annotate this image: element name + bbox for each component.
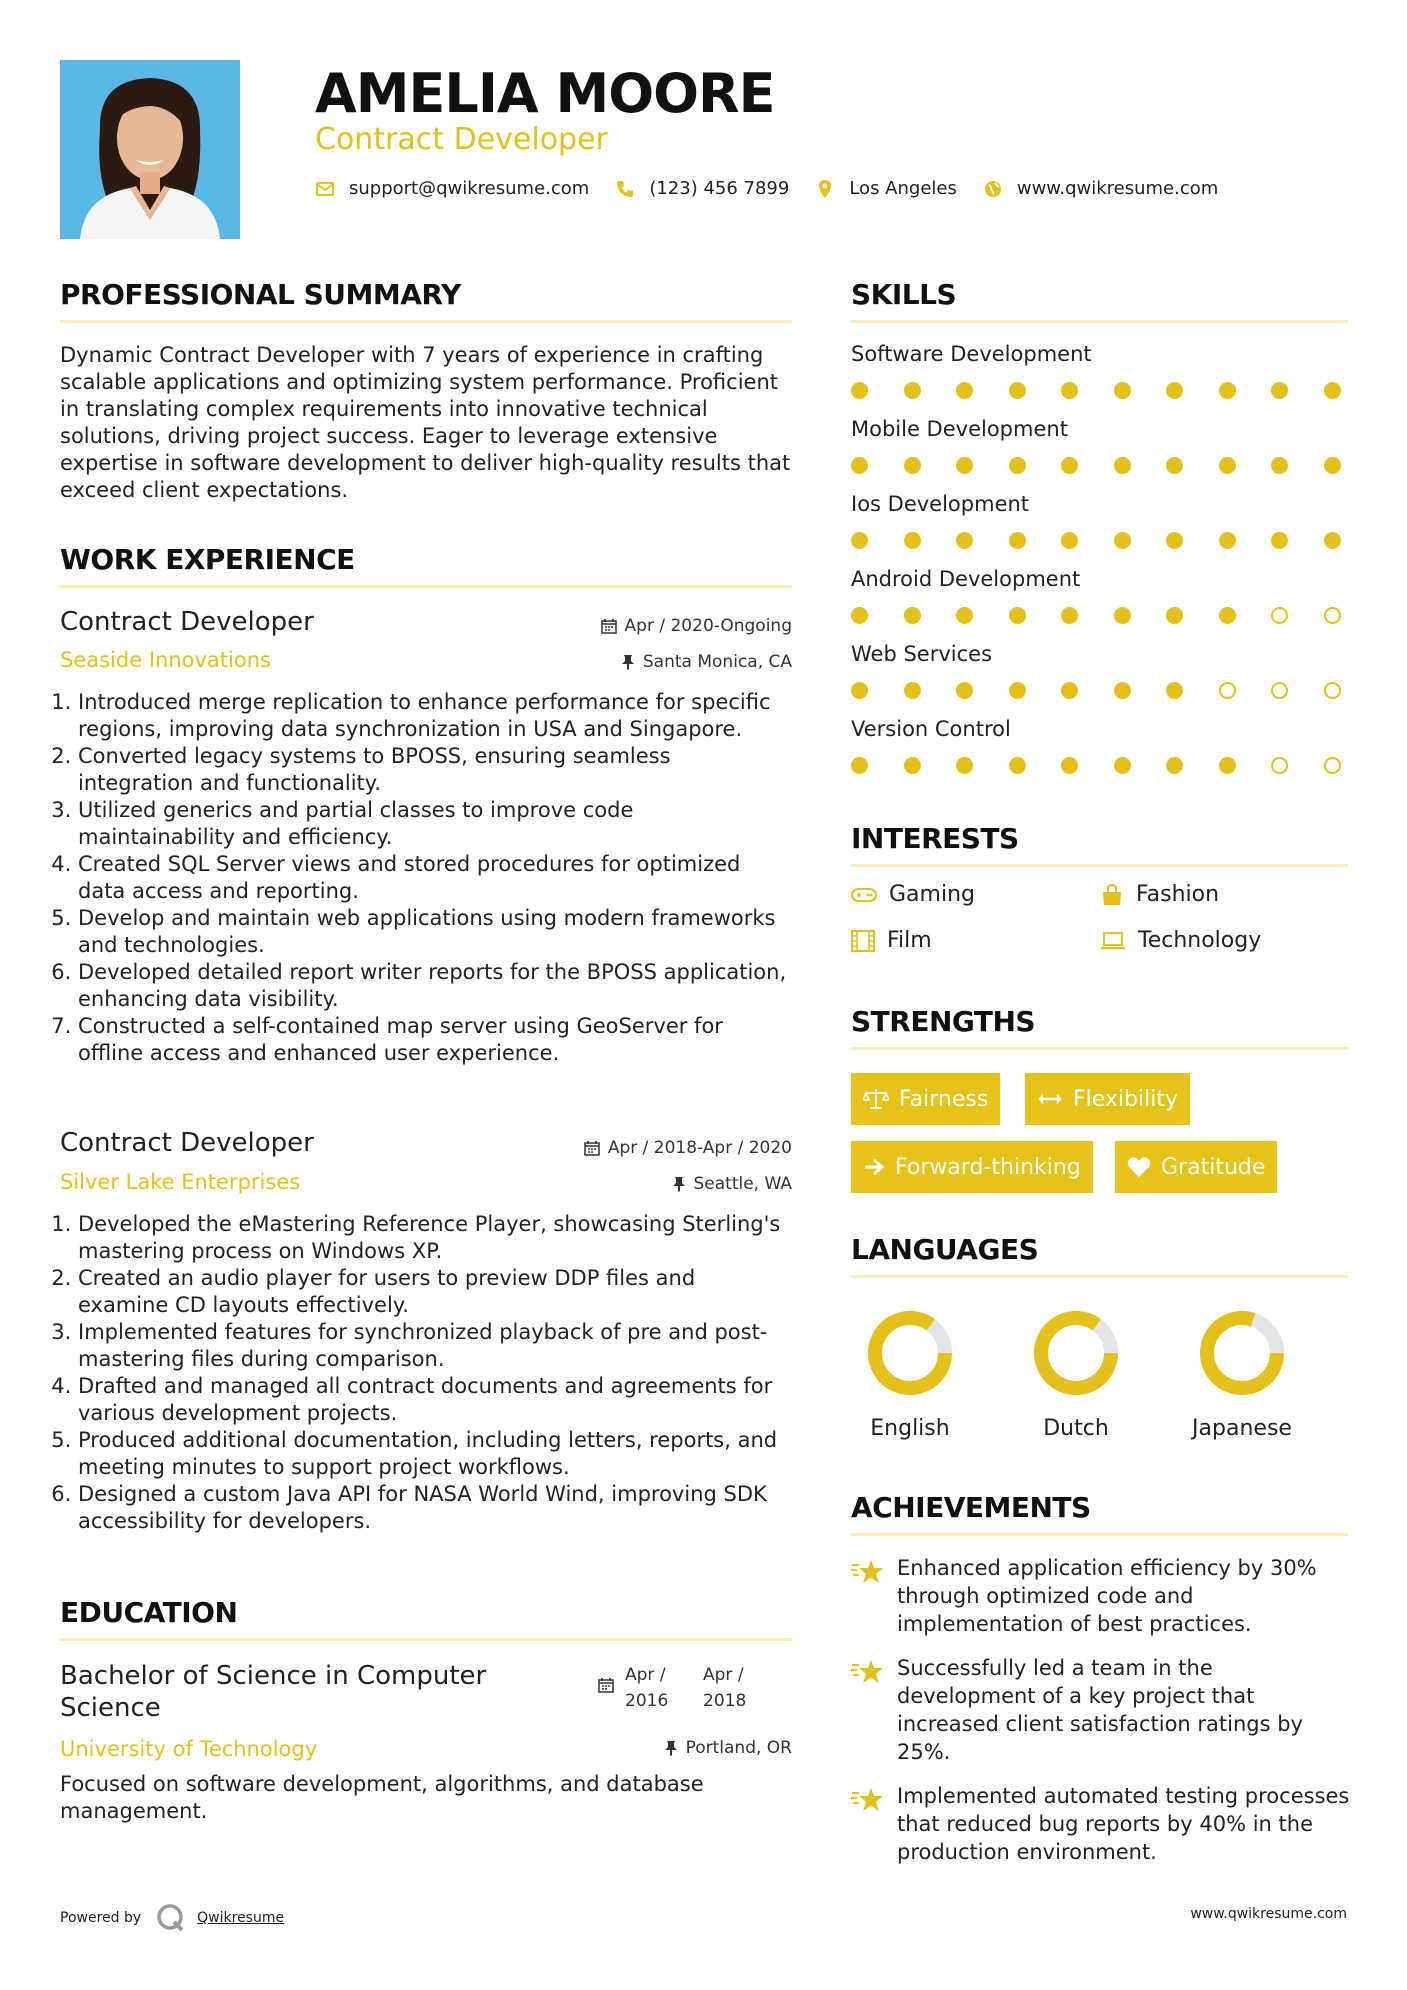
rating-dot-filled [956,457,973,474]
rating-dot-filled [1009,757,1026,774]
rating-dot-filled [1061,607,1078,624]
languages-heading: LANGUAGES [851,1233,1039,1266]
rating-dot-filled [904,757,921,774]
rating-dot-filled [1166,532,1183,549]
rating-dot-filled [956,382,973,399]
skill-name: Software Development [851,342,1092,366]
degree-title: Bachelor of Science in Computer Science [60,1661,487,1723]
calendar-icon [584,1140,600,1156]
website-text: www.qwikresume.com [1016,178,1219,199]
arrows-horizontal-icon [1037,1092,1063,1106]
skill-name: Web Services [851,642,993,666]
rating-dot-filled [1166,607,1183,624]
rating-dot-filled [1114,457,1131,474]
achievement-text: Successfully led a team in the development of a key project that increased client satisfaction ratings by 25%. [897,1656,1303,1764]
summary-divider [60,320,792,323]
rating-dot-filled [1166,682,1183,699]
edu-location [500,1738,792,1758]
rating-dot-filled [1061,457,1078,474]
star-icon [851,1786,885,1814]
rating-dot-empty [1271,607,1288,624]
job-title-1: Contract Developer [60,607,314,637]
skill-name: Mobile Development [851,417,1068,441]
education-divider [60,1638,792,1641]
rating-dot-empty [1271,757,1288,774]
interest-fashion [1100,882,1219,907]
rating-dot-filled [1324,532,1341,549]
list-item: 3. Implemented features for synchronized playback of pre and post-mastering files during comparison. [78,1319,790,1373]
balance-scale-icon [863,1088,889,1110]
list-item: 1. Introduced merge replication to enhance performance for specific regions, improving data synchronization in USA and Singapore. [78,689,790,743]
experience-divider [60,585,792,588]
language-label-dutch: Dutch [1043,1416,1109,1441]
rating-dot-empty [1324,757,1341,774]
rating-dot-filled [1271,532,1288,549]
rating-dot-filled [1219,382,1236,399]
achievement-2 [851,1654,1351,1766]
interest-technology [1100,928,1261,953]
rating-dot-filled [956,682,973,699]
rating-dot-filled [1219,607,1236,624]
strength-tag-gratitude [1115,1141,1277,1193]
skills-heading: SKILLS [851,278,957,311]
rating-dot-filled [1009,382,1026,399]
strength-label: Fairness [899,1086,989,1112]
rating-dot-filled [851,532,868,549]
rating-dot-filled [1219,757,1236,774]
rating-dot-filled [904,382,921,399]
skill-rating [851,757,1341,774]
rating-dot-empty [1219,682,1236,699]
achievements-divider [851,1533,1348,1536]
school-name: University of Technology [60,1737,318,1761]
calendar-icon [598,1677,614,1697]
edu-start-year: 2016 [625,1691,669,1711]
email-text: support@qwikresume.com [349,178,590,199]
rating-dot-filled [1009,682,1026,699]
powered-by-text: Powered by [60,1910,142,1926]
rating-dot-empty [1324,682,1341,699]
job-location-text-1: Santa Monica, CA [642,652,792,672]
rating-dot-filled [851,757,868,774]
rating-dot-filled [851,457,868,474]
contact-bar [315,178,1244,199]
list-item: 4. Created SQL Server views and stored procedures for optimized data access and reporting. [78,851,790,905]
language-rings [851,1298,1348,1418]
job-date-2 [500,1138,792,1158]
rating-dot-filled [956,757,973,774]
strength-label: Flexibility [1073,1086,1178,1112]
brand-link[interactable]: Qwikresume [197,1910,285,1926]
rating-dot-filled [904,532,921,549]
rating-dot-filled [1061,532,1078,549]
rating-dot-filled [1271,457,1288,474]
interest-film [851,928,932,953]
skill-rating [851,532,1341,549]
list-item: 6. Developed detailed report writer reports for the BPOSS application, enhancing data visibility. [78,959,790,1013]
skill-rating [851,457,1341,474]
pushpin-icon [621,654,635,670]
qwikresume-logo-icon [155,1902,187,1934]
achievement-text: Implemented automated testing processes that reduced bug reports by 40% in the production environment. [897,1784,1350,1864]
job-bullets-2 [60,1211,790,1535]
list-item: 2. Converted legacy systems to BPOSS, ensuring seamless integration and functionality. [78,743,790,797]
list-item: 6. Designed a custom Java API for NASA World Wind, improving SDK accessibility for developers. [78,1481,790,1535]
rating-dot-empty [1271,682,1288,699]
achievements-heading: ACHIEVEMENTS [851,1491,1091,1524]
job-date-text-2: Apr / 2018-Apr / 2020 [607,1138,792,1158]
candidate-name: AMELIA MOORE [315,62,775,125]
skill-rating [851,682,1341,699]
list-item: 1. Developed the eMastering Reference Player, showcasing Sterling's mastering process on Windows XP. [78,1211,790,1265]
globe-icon [983,179,1003,199]
skill-name: Ios Development [851,492,1030,516]
skill-name: Version Control [851,717,1011,741]
rating-dot-filled [851,682,868,699]
strength-label: Forward-thinking [895,1154,1081,1180]
rating-dot-filled [904,607,921,624]
rating-dot-filled [1324,382,1341,399]
interests-heading: INTERESTS [851,822,1019,855]
interest-label: Fashion [1136,882,1220,907]
footer-powered-by [60,1902,284,1934]
profile-photo [60,60,240,239]
rating-dot-filled [1114,682,1131,699]
edu-start-date [625,1662,668,1714]
edu-end-year: 2018 [703,1691,747,1711]
experience-heading: WORK EXPERIENCE [60,543,355,576]
interest-gaming [851,882,975,907]
rating-dot-filled [1061,682,1078,699]
job-location-1 [500,652,792,672]
language-label-english: English [870,1416,950,1441]
strength-tag-fairness [851,1073,1000,1125]
edu-location-text: Portland, OR [685,1738,792,1758]
list-item: 7. Constructed a self-contained map server using GeoServer for offline access and enhanced user experience. [78,1013,790,1067]
contact-phone[interactable] [615,178,789,199]
interest-label: Film [887,928,932,953]
pushpin-icon [664,1740,678,1756]
skill-rating [851,382,1341,399]
contact-website[interactable] [983,178,1218,199]
rating-dot-filled [1009,457,1026,474]
rating-dot-filled [904,682,921,699]
skills-divider [851,320,1348,323]
languages-divider [851,1275,1348,1278]
strengths-heading: STRENGTHS [851,1005,1036,1038]
rating-dot-filled [1219,457,1236,474]
rating-dot-filled [1061,757,1078,774]
job-bullets-1 [60,689,790,1067]
summary-heading: PROFESSIONAL SUMMARY [60,278,461,311]
rating-dot-filled [1166,382,1183,399]
rating-dot-filled [956,532,973,549]
gamepad-icon [851,886,877,904]
education-heading: EDUCATION [60,1596,238,1629]
laptop-icon [1100,931,1126,951]
rating-dot-filled [1114,757,1131,774]
list-item: 4. Drafted and managed all contract documents and agreements for various development projects. [78,1373,790,1427]
rating-dot-filled [1061,382,1078,399]
edu-description: Focused on software development, algorithms, and database management. [60,1772,704,1823]
achievement-3 [851,1782,1351,1866]
job-date-text-1: Apr / 2020-Ongoing [624,616,792,636]
calendar-icon [601,618,617,634]
skill-name: Android Development [851,567,1081,591]
skill-rating [851,607,1341,624]
contact-location [815,178,957,199]
job-location-2 [500,1174,792,1194]
footer-website[interactable]: www.qwikresume.com [1190,1906,1347,1922]
job-location-text-2: Seattle, WA [693,1174,792,1194]
strength-tag-flexibility [1025,1073,1190,1125]
edu-end-month: Apr / [703,1665,744,1685]
film-icon [851,930,875,952]
rating-dot-filled [904,457,921,474]
interest-label: Gaming [889,882,975,907]
edu-end-date [703,1662,746,1714]
interest-label: Technology [1138,928,1262,953]
map-pin-icon [815,179,835,199]
pushpin-icon [672,1176,686,1192]
interests-divider [851,864,1348,867]
edu-start-month: Apr / [625,1665,666,1685]
rating-dot-filled [956,607,973,624]
list-item: 5. Produced additional documentation, including letters, reports, and meeting minutes to support project workflows. [78,1427,790,1481]
rating-dot-filled [1114,382,1131,399]
candidate-title: Contract Developer [315,122,608,157]
list-item: 5. Develop and maintain web applications using modern frameworks and technologies. [78,905,790,959]
rating-dot-filled [1009,532,1026,549]
envelope-icon [315,179,335,199]
language-label-japanese: Japanese [1192,1416,1292,1441]
heart-icon [1127,1156,1151,1178]
achievement-1 [851,1554,1351,1638]
star-icon [851,1658,885,1686]
rating-dot-filled [1009,607,1026,624]
job-title-2: Contract Developer [60,1128,314,1158]
rating-dot-filled [1324,457,1341,474]
location-text: Los Angeles [849,178,957,199]
phone-text: (123) 456 7899 [649,178,790,199]
rating-dot-filled [1114,607,1131,624]
strength-tag-forward-thinking [851,1141,1093,1193]
strengths-divider [851,1047,1348,1050]
rating-dot-empty [1324,607,1341,624]
arrow-right-icon [863,1158,885,1176]
shopping-bag-icon [1100,884,1124,906]
achievement-text: Enhanced application efficiency by 30% through optimized code and implementation of best practices. [897,1556,1317,1636]
list-item: 3. Utilized generics and partial classes to improve code maintainability and efficiency. [78,797,790,851]
rating-dot-filled [1219,532,1236,549]
list-item: 2. Created an audio player for users to preview DDP files and examine CD layouts effectively. [78,1265,790,1319]
company-2: Silver Lake Enterprises [60,1170,301,1194]
job-date-1 [500,616,792,636]
rating-dot-filled [851,607,868,624]
rating-dot-filled [1166,757,1183,774]
rating-dot-filled [1271,382,1288,399]
star-icon [851,1558,885,1586]
rating-dot-filled [851,382,868,399]
rating-dot-filled [1114,532,1131,549]
summary-text: Dynamic Contract Developer with 7 years of experience in crafting scalable applications and optimizing system performance. Proficient in translating complex requirements into innovative technical solutions, driving project success. Eager to leverage extensive expertise in software development to deliver high-quality results that exceed client expectations. [60,343,791,502]
strength-label: Gratitude [1161,1154,1266,1180]
phone-icon [615,179,635,199]
contact-email[interactable] [315,178,589,199]
company-1: Seaside Innovations [60,648,271,672]
rating-dot-filled [1166,457,1183,474]
